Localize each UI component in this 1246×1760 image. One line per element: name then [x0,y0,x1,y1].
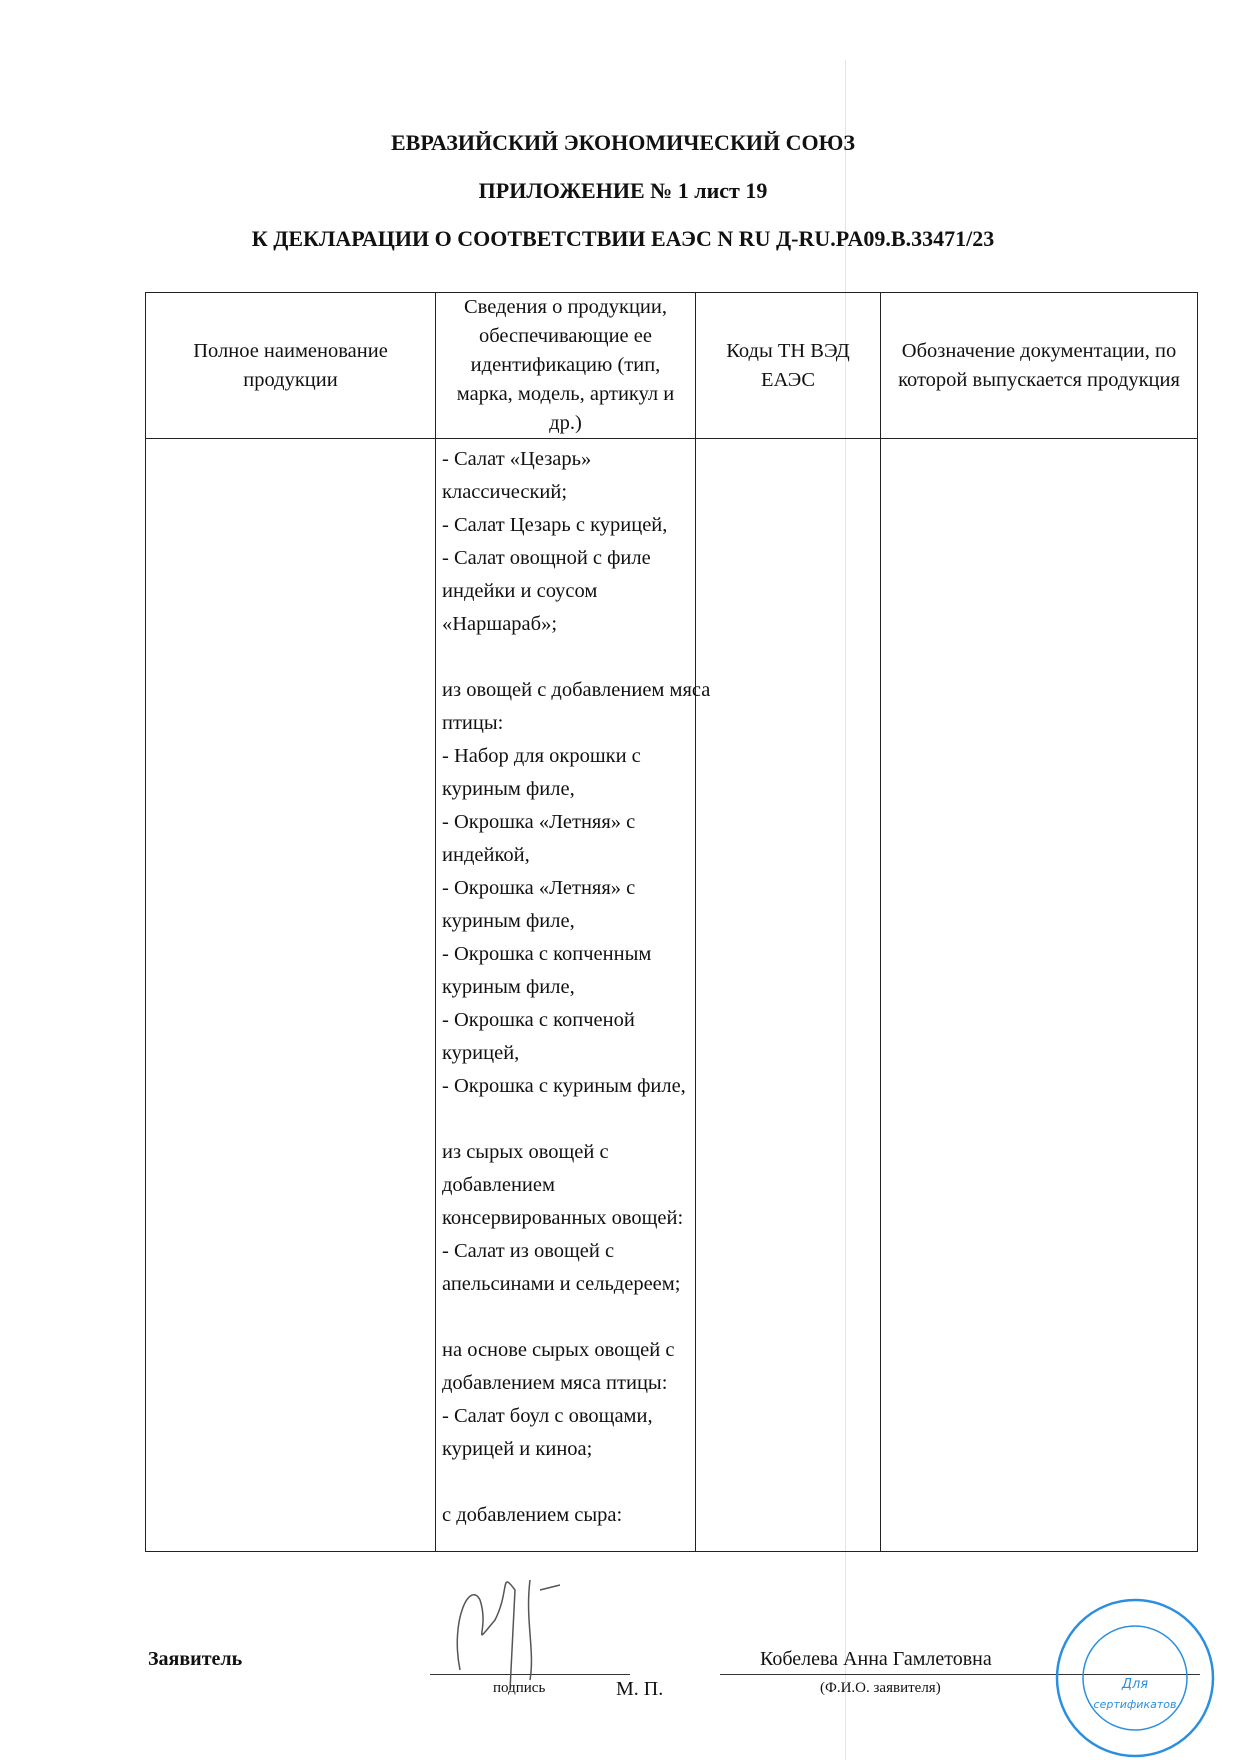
product-detail-line: - Салат Цезарь с курицей, [442,514,668,536]
product-detail-line: курицей, [442,1042,520,1064]
product-detail-line: классический; [442,481,568,503]
signature-scribble [440,1560,570,1700]
product-detail-line: - Салат боул с овощами, [442,1405,653,1427]
column-header-details: Сведения о продукции, обеспечивающие ее идентификацию (тип, марка, модель, артикул и др.) [436,293,696,439]
column-header-name: Полное наименование продукции [146,293,436,439]
svg-text:сертификатов: сертификатов [1093,1698,1177,1711]
product-detail-line: - Салат овощной с филе [442,547,651,569]
product-detail-line: «Наршараб»; [442,613,558,635]
product-detail-line: куриным филе, [442,976,575,998]
cell-docs [881,439,1198,1552]
product-detail-line: апельсинами и сельдереем; [442,1273,681,1295]
product-detail-line: - Салат из овощей с [442,1240,615,1262]
product-detail-line: добавлением [442,1174,555,1196]
company-stamp [1030,1596,1240,1760]
cell-name [146,439,436,1552]
product-detail-line: из овощей с добавлением мяса [442,679,711,701]
product-detail-line: - Окрошка «Летняя» с [442,877,636,899]
product-detail-line: - Окрошка с копченой [442,1009,635,1031]
cell-codes [696,439,881,1552]
product-detail-line: с добавлением сыра: [442,1504,623,1526]
product-detail-line: - Окрошка «Летняя» с [442,811,636,833]
svg-text:Для: Для [1121,1677,1149,1692]
product-detail-line: куриным филе, [442,778,575,800]
applicant-name: Кобелева Анна Гамлетовна [760,1648,992,1670]
column-header-docs: Обозначение документации, по которой выпускается продукция [881,293,1198,439]
product-detail-line: на основе сырых овощей с [442,1339,675,1361]
declaration-title: К ДЕКЛАРАЦИИ О СООТВЕТСТВИИ ЕАЭС N RU Д-RU.PA09.B.33471/23 [251,226,995,251]
product-detail-line: курицей и киноа; [442,1438,593,1460]
product-detail-line: - Окрошка с копченным [442,943,652,965]
seal-caption: М. П. [616,1678,664,1700]
union-title: ЕВРАЗИЙСКИЙ ЭКОНОМИЧЕСКИЙ СОЮЗ [390,130,856,155]
table-row [146,439,1198,1552]
cell-details [436,439,711,1552]
product-detail-line: индейки и соусом [442,580,598,602]
product-detail-line: - Салат «Цезарь» [442,448,592,470]
signature-caption: подпись [493,1680,546,1696]
product-detail-line [442,641,691,674]
product-detail-line: - Набор для окрошки с [442,745,641,767]
product-detail-line [442,1301,691,1334]
product-detail-line: птицы: [442,712,504,734]
product-detail-line: консервированных овощей: [442,1207,684,1229]
product-detail-line [442,1466,691,1499]
product-detail-line: куриным филе, [442,910,575,932]
column-header-codes: Коды ТН ВЭД ЕАЭС [696,293,881,439]
table-header-row [146,293,1198,439]
product-detail-line: из сырых овощей с [442,1141,609,1163]
product-detail-line: индейкой, [442,844,530,866]
appendix-title: ПРИЛОЖЕНИЕ № 1 лист 19 [478,178,768,203]
name-caption: (Ф.И.О. заявителя) [820,1680,941,1696]
product-detail-line [442,1103,691,1136]
product-detail-line: добавлением мяса птицы: [442,1372,668,1394]
products-table [145,292,1198,1552]
product-detail-line: - Окрошка с куриным филе, [442,1075,686,1097]
applicant-label: Заявитель [148,1648,243,1670]
